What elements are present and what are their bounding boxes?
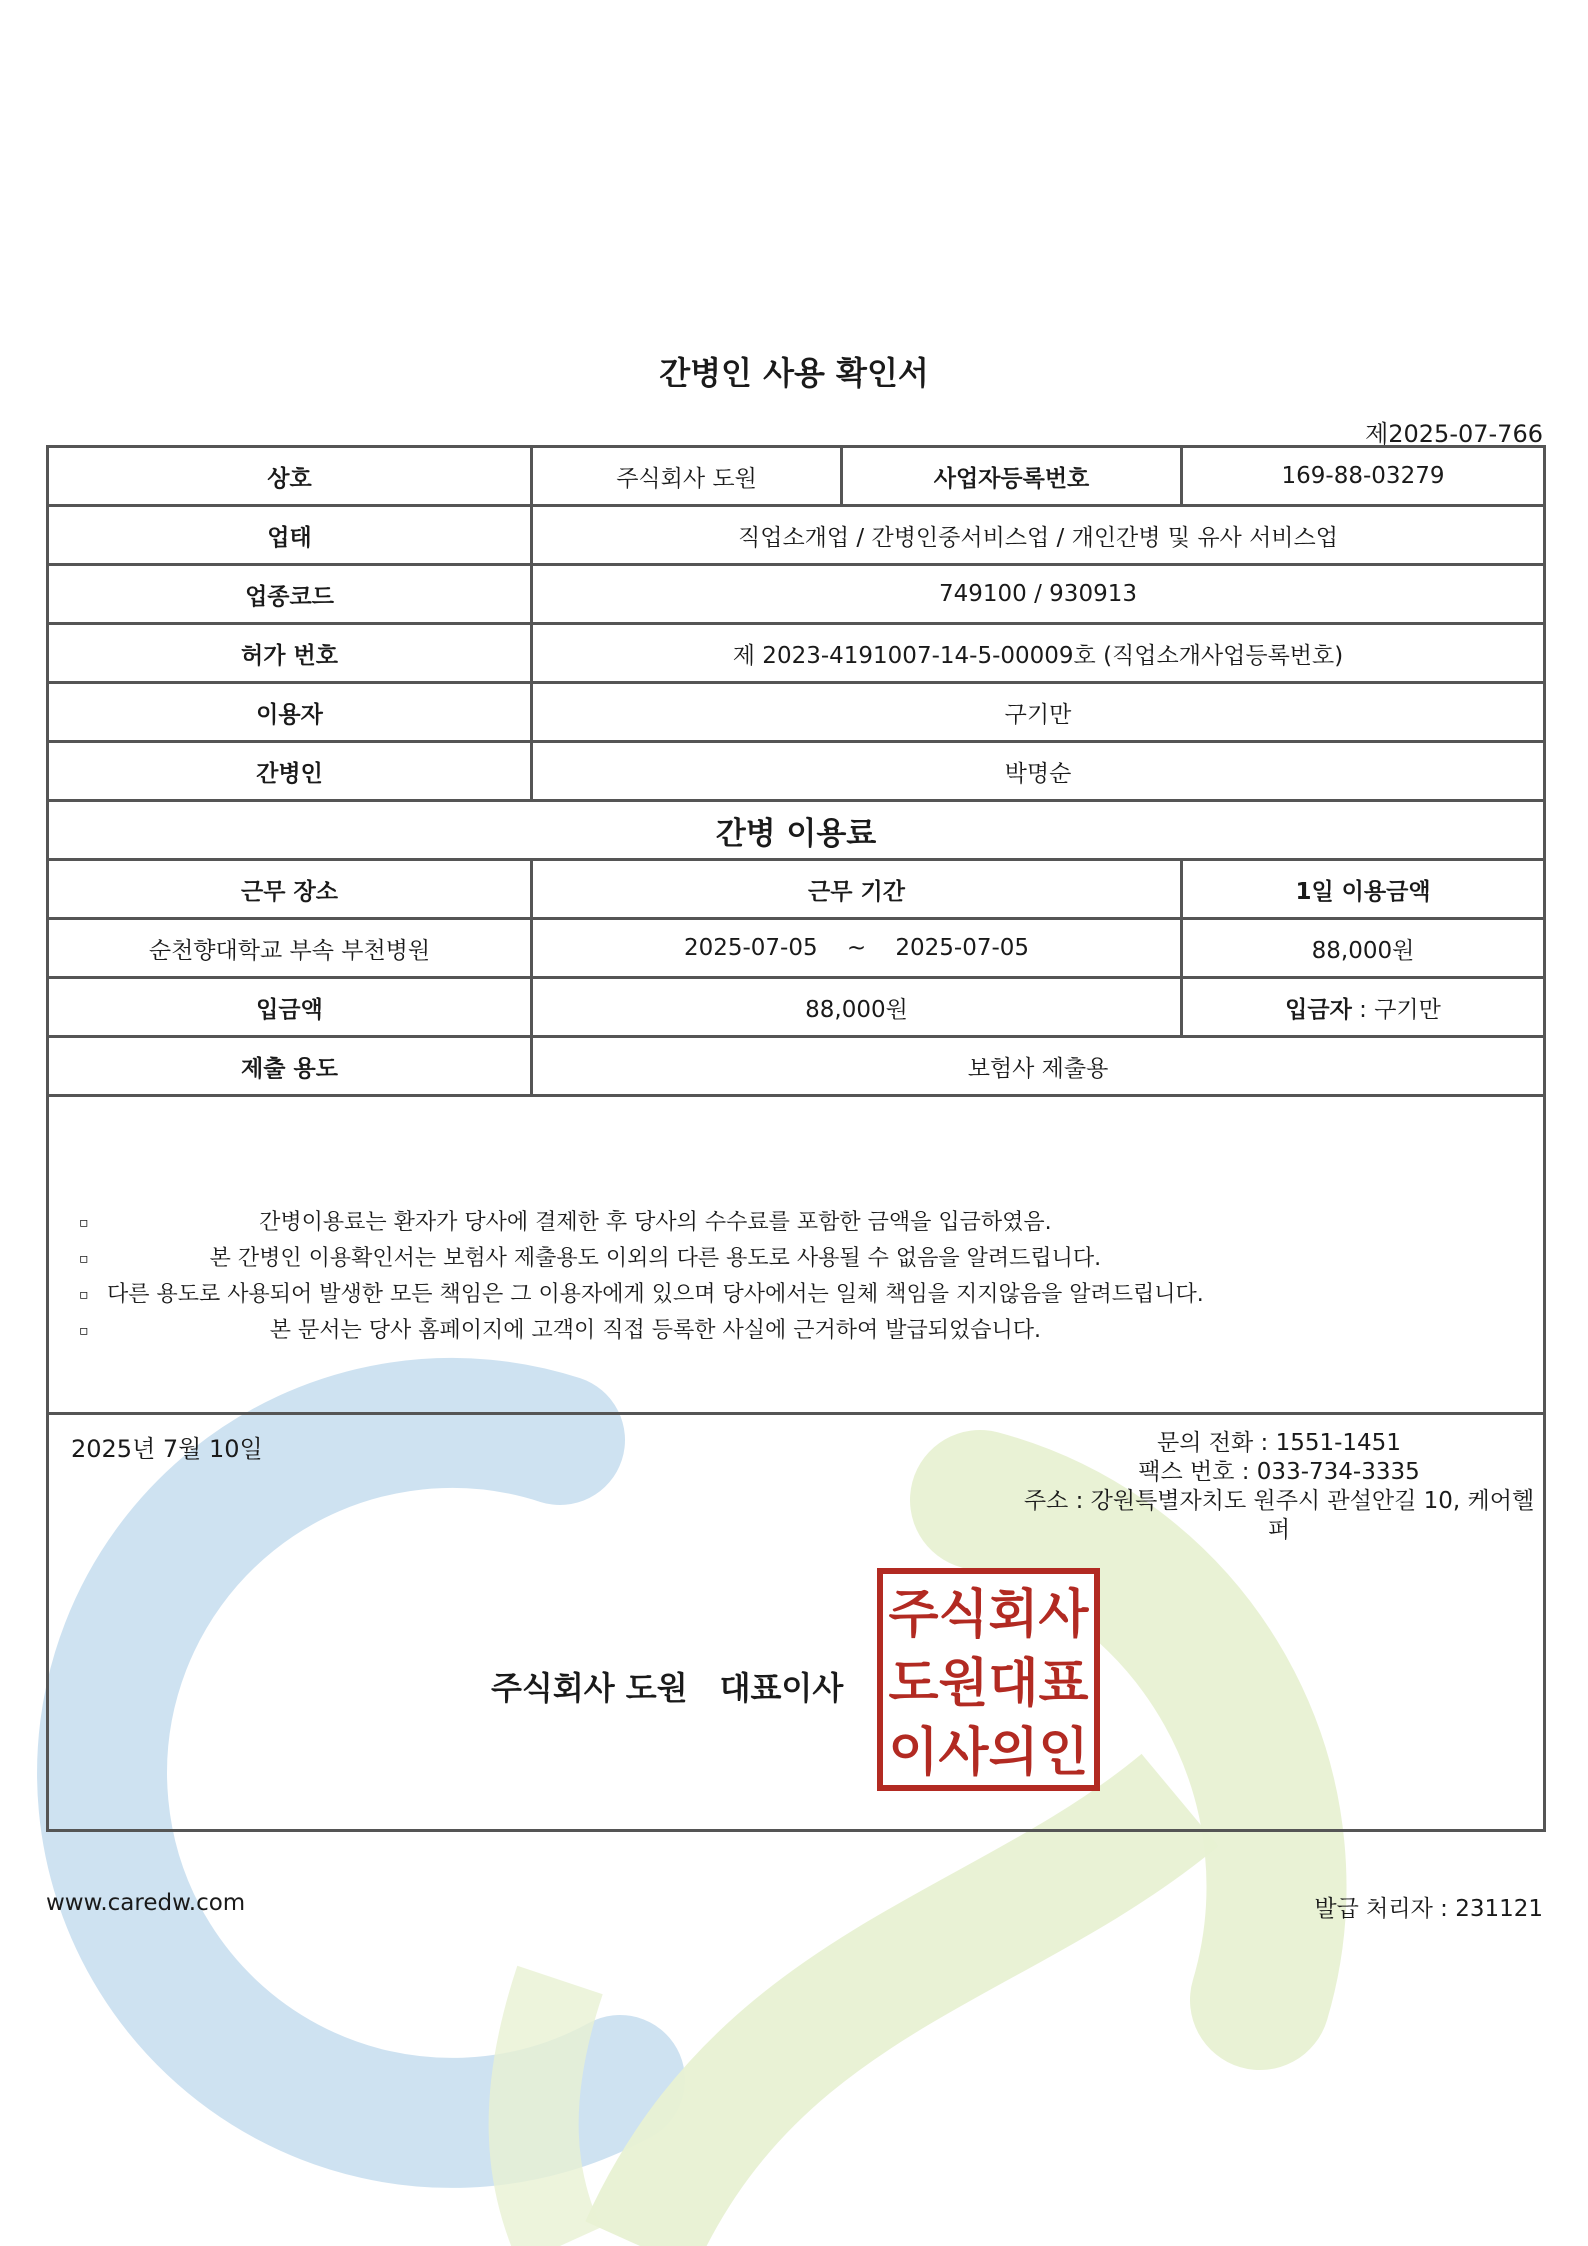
license-label: 허가 번호 xyxy=(48,624,532,683)
table-row xyxy=(48,624,1545,683)
note-item: ▫ 다른 용도로 사용되어 발생한 모든 책임은 그 이용자에게 있으며 당사에서는 일체 책임을 지지않음을 알려드립니다. xyxy=(79,1277,1204,1313)
company-label: 상호 xyxy=(48,447,532,506)
period-end: 2025-07-05 xyxy=(895,935,1030,961)
bullet-icon: ▫ xyxy=(79,1251,89,1267)
representative: 주식회사 도원 대표이사 xyxy=(491,1669,844,1707)
bullet-icon: ▫ xyxy=(79,1215,89,1231)
depositor-value: 구기만 xyxy=(1374,996,1441,1023)
user-label: 이용자 xyxy=(48,683,532,742)
address: 주소 : 강원특별자치도 원주시 관설안길 10, 케어헬퍼 xyxy=(1023,1488,1535,1543)
bullet-icon: ▫ xyxy=(79,1287,89,1303)
table-row xyxy=(48,447,1545,506)
table-row xyxy=(48,801,1545,860)
table-row xyxy=(48,742,1545,801)
depositor-label: 입금자 xyxy=(1285,996,1352,1023)
table-row xyxy=(48,683,1545,742)
depositor-cell xyxy=(1182,978,1545,1037)
license-value: 제 2023-4191007-14-5-00009호 (직업소개사업등록번호) xyxy=(532,624,1545,683)
bullet-icon: ▫ xyxy=(79,1323,89,1339)
table-row xyxy=(48,1096,1545,1414)
purpose-value: 보험사 제출용 xyxy=(532,1037,1545,1096)
code-label: 업종코드 xyxy=(48,565,532,624)
table-row xyxy=(48,1037,1545,1096)
company-seal xyxy=(877,1568,1100,1791)
seal-line-3: 이사의인 xyxy=(888,1723,1089,1783)
table-row xyxy=(48,565,1545,624)
document-number: 제2025-07-766 xyxy=(1365,420,1543,448)
bizno-value: 169-88-03279 xyxy=(1182,447,1545,506)
seal-line-2: 도원대표 xyxy=(888,1654,1089,1714)
contact-info xyxy=(1021,1429,1537,1545)
caregiver-label: 간병인 xyxy=(48,742,532,801)
table-row xyxy=(48,1414,1545,1831)
business-label: 업태 xyxy=(48,506,532,565)
user-value: 구기만 xyxy=(532,683,1545,742)
place-label: 근무 장소 xyxy=(48,860,532,919)
confirmation-table xyxy=(46,445,1546,1832)
fee-section-title: 간병 이용료 xyxy=(48,801,1545,860)
bizno-label: 사업자등록번호 xyxy=(842,447,1182,506)
depositor-colon: : xyxy=(1351,996,1375,1023)
signature-cell xyxy=(48,1414,1545,1831)
issue-date: 2025년 7월 10일 xyxy=(71,1435,263,1463)
note-item: ▫ 간병이용료는 환자가 당사에 결제한 후 당사의 수수료를 포함한 금액을 입금하였음. xyxy=(79,1205,1204,1241)
processor: 발급 처리자 : 231121 xyxy=(1314,1896,1543,1922)
note-item: ▫ 본 간병인 이용확인서는 보험사 제출용도 이외의 다른 용도로 사용될 수 없음을 알려드립니다. xyxy=(79,1241,1204,1277)
website: www.caredw.com xyxy=(46,1890,246,1916)
period-separator: ~ xyxy=(846,935,867,961)
table-row xyxy=(48,506,1545,565)
code-value: 749100 / 930913 xyxy=(532,565,1545,624)
period-label: 근무 기간 xyxy=(532,860,1182,919)
document-title: 간병인 사용 확인서 xyxy=(659,354,929,392)
seal-line-1: 주식회사 xyxy=(888,1585,1090,1645)
purpose-label: 제출 용도 xyxy=(48,1037,532,1096)
period-value xyxy=(532,919,1182,978)
table-row xyxy=(48,978,1545,1037)
table-row xyxy=(48,919,1545,978)
phone: 문의 전화 : 1551-1451 xyxy=(1157,1430,1401,1456)
table-row xyxy=(48,860,1545,919)
daily-value: 88,000원 xyxy=(1182,919,1545,978)
place-value: 순천향대학교 부속 부천병원 xyxy=(48,919,532,978)
notes-list xyxy=(79,1205,1204,1349)
note-item: ▫ 본 문서는 당사 홈페이지에 고객이 직접 등록한 사실에 근거하여 발급되었습니다. xyxy=(79,1313,1204,1349)
business-value: 직업소개업 / 간병인중서비스업 / 개인간병 및 유사 서비스업 xyxy=(532,506,1545,565)
notes-cell xyxy=(48,1096,1545,1414)
company-value: 주식회사 도원 xyxy=(532,447,842,506)
fax: 팩스 번호 : 033-734-3335 xyxy=(1138,1459,1420,1485)
daily-label: 1일 이용금액 xyxy=(1182,860,1545,919)
deposit-label: 입금액 xyxy=(48,978,532,1037)
period-start: 2025-07-05 xyxy=(683,935,818,961)
caregiver-value: 박명순 xyxy=(532,742,1545,801)
deposit-value: 88,000원 xyxy=(532,978,1182,1037)
